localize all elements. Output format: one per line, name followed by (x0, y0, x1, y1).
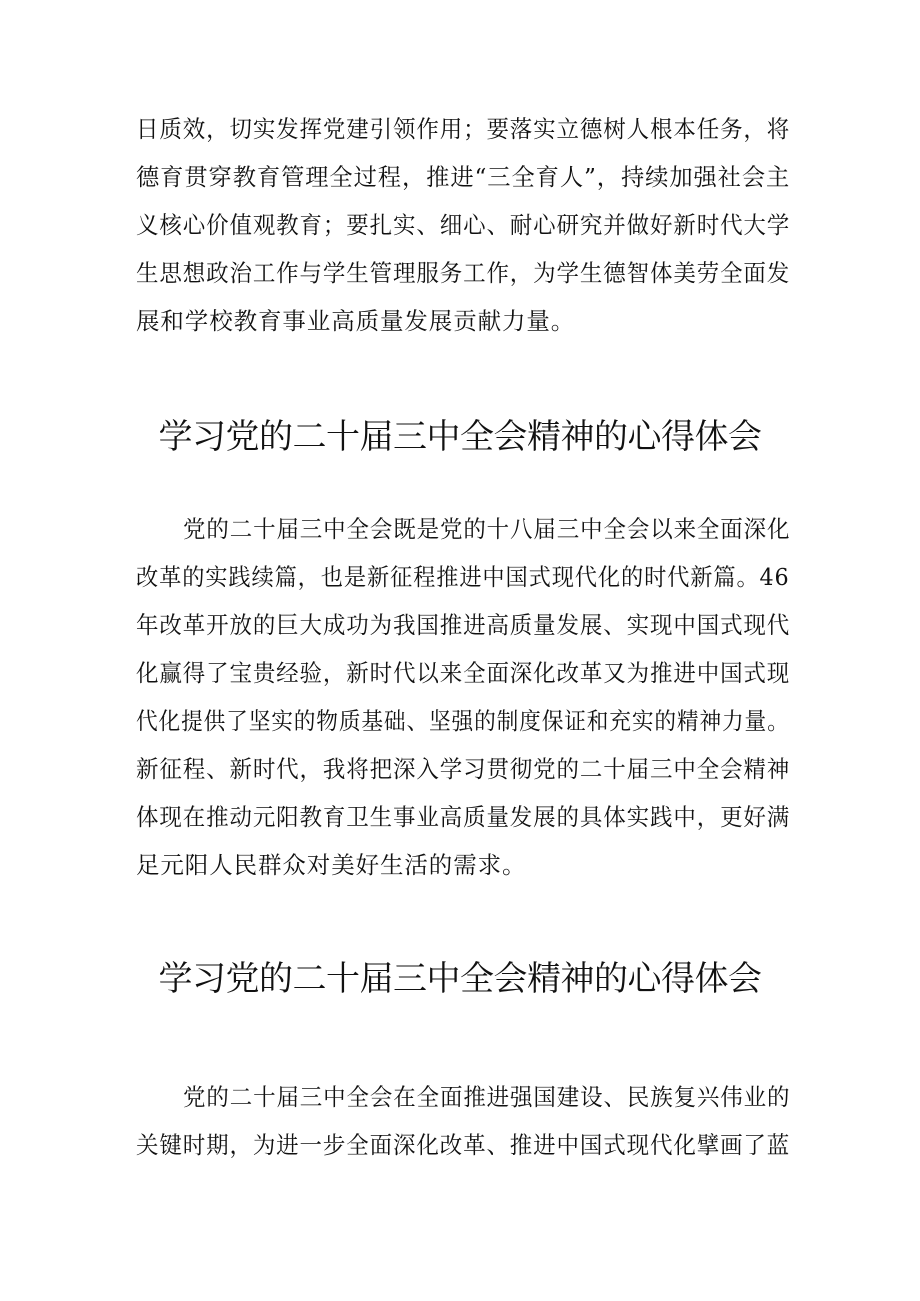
paragraph-line: 日质效，切实发挥党建引领作用；要落实立德树人根本任务，将 (136, 115, 791, 143)
paragraph-line: 新征程、新时代，我将把深入学习贯彻党的二十届三中全会精神 (136, 755, 791, 783)
paragraph-line: 关键时期，为进一步全面深化改革、推进中国式现代化擘画了蓝 (136, 1131, 791, 1159)
paragraph-line: 改革的实践续篇，也是新征程推进中国式现代化的时代新篇。46 (136, 563, 790, 591)
paragraph-line: 义核心价值观教育；要扎实、细心、耐心研究并做好新时代大学 (136, 211, 791, 239)
section-title: 学习党的二十届三中全会精神的心得体会 (158, 417, 762, 457)
section-title: 学习党的二十届三中全会精神的心得体会 (158, 959, 762, 999)
paragraph-line: 党的二十届三中全会既是党的十八届三中全会以来全面深化 (183, 515, 791, 543)
paragraph-line: 生思想政治工作与学生管理服务工作，为学生德智体美劳全面发 (136, 259, 791, 287)
paragraph-line: 年改革开放的巨大成功为我国推进高质量发展、实现中国式现代 (136, 611, 791, 639)
paragraph-line: 足元阳人民群众对美好生活的需求。 (136, 851, 527, 879)
paragraph-line: 党的二十届三中全会在全面推进强国建设、民族复兴伟业的 (183, 1083, 791, 1111)
paragraph-line: 化赢得了宝贵经验，新时代以来全面深化改革又为推进中国式现 (136, 659, 791, 687)
paragraph-line: 德育贯穿教育管理全过程，推进“三全育人”，持续加强社会主 (136, 163, 791, 191)
paragraph-line: 展和学校教育事业高质量发展贡献力量。 (136, 307, 576, 335)
paragraph-line: 代化提供了坚实的物质基础、坚强的制度保证和充实的精神力量。 (136, 707, 790, 735)
paragraph-line: 体现在推动元阳教育卫生事业高质量发展的具体实践中，更好满 (136, 803, 791, 831)
